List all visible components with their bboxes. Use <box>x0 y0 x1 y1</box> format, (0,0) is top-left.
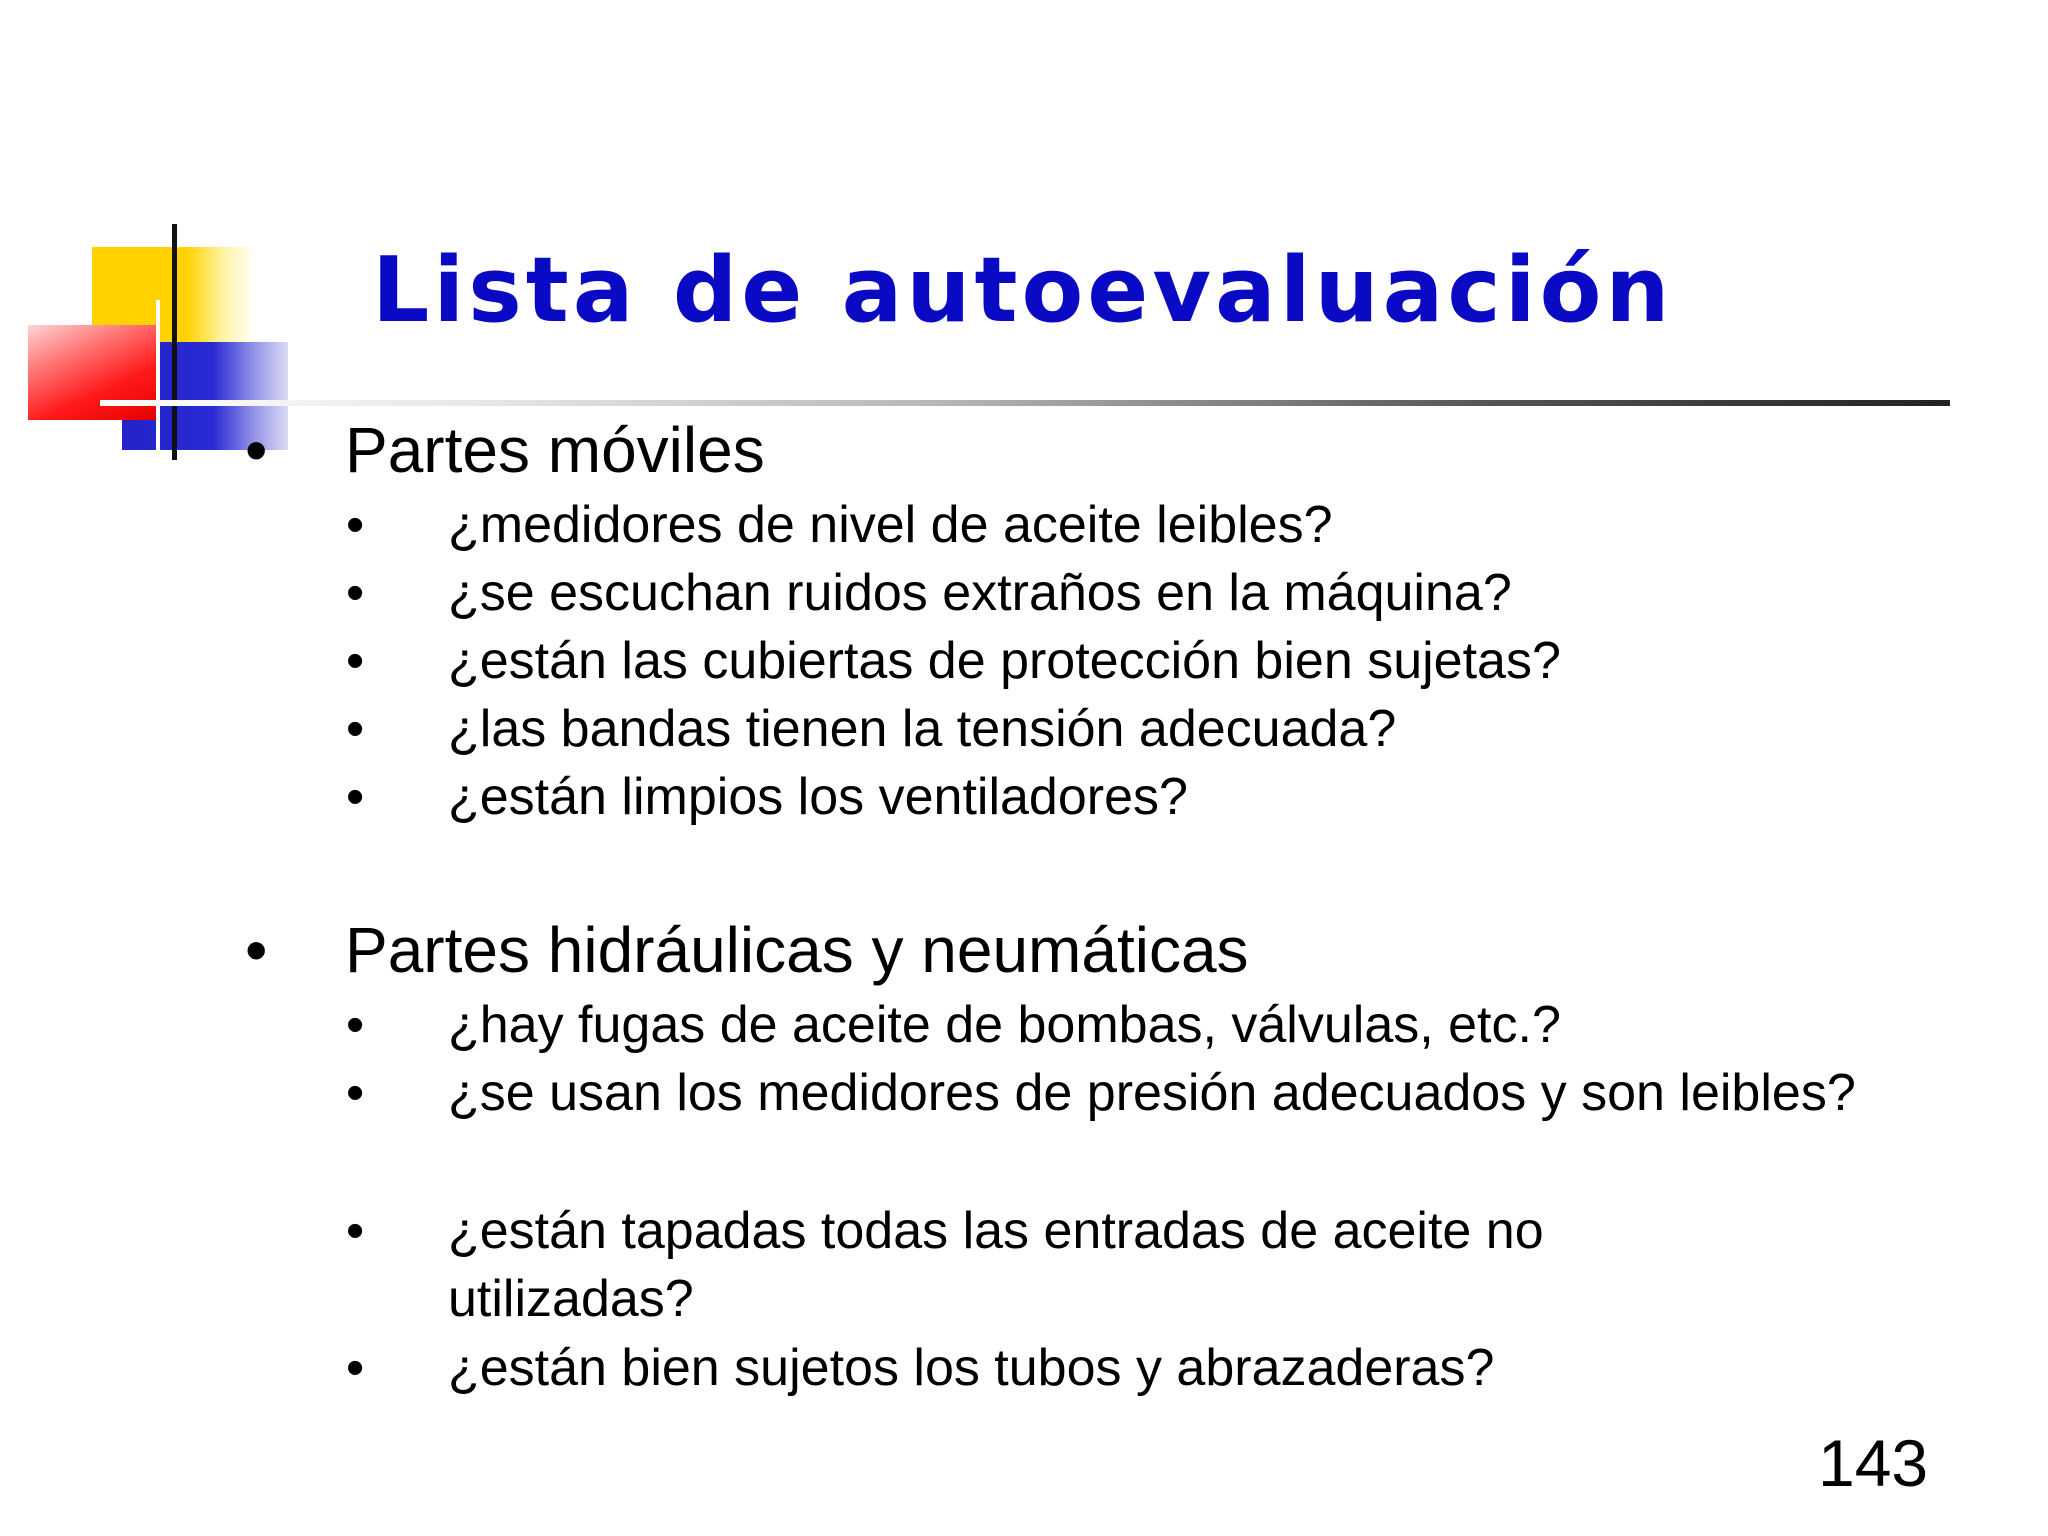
list-item: ¿están las cubiertas de protección bien sujetas? <box>448 632 1561 690</box>
list-item-bullet: • <box>346 564 365 622</box>
section-2-bullet: • <box>245 914 268 986</box>
title-underline-rule <box>100 400 1950 406</box>
list-item-bullet: • <box>346 632 365 690</box>
list-item: ¿están bien sujetos los tubos y abrazaderas? <box>448 1339 1495 1397</box>
list-item: ¿se escuchan ruidos extraños en la máquina? <box>448 564 1512 622</box>
list-item-bullet: • <box>346 768 365 826</box>
list-item: ¿hay fugas de aceite de bombas, válvulas, etc.? <box>448 996 1561 1054</box>
list-item: ¿están limpios los ventiladores? <box>448 768 1188 826</box>
page-number: 143 <box>1818 1426 1929 1500</box>
slide-title: Lista de autoevaluación <box>372 238 1674 343</box>
list-item: ¿las bandas tienen la tensión adecuada? <box>448 700 1397 758</box>
section-2-heading: Partes hidráulicas y neumáticas <box>345 914 1249 986</box>
list-item-bullet: • <box>346 496 365 554</box>
list-item-bullet: • <box>346 996 365 1054</box>
list-item-bullet: • <box>346 700 365 758</box>
list-item-bullet: • <box>346 1202 365 1260</box>
list-item: ¿se usan los medidores de presión adecuados y son leibles? <box>448 1064 1856 1122</box>
section-1-heading: Partes móviles <box>345 414 765 486</box>
list-item: ¿medidores de nivel de aceite leibles? <box>448 496 1333 554</box>
list-item-bullet: • <box>346 1339 365 1397</box>
logo-black-line <box>172 224 177 460</box>
section-1-bullet: • <box>245 414 268 486</box>
list-item-bullet: • <box>346 1064 365 1122</box>
list-item: ¿están tapadas todas las entradas de aceite no utilizadas? <box>448 1202 1544 1328</box>
logo-white-line <box>156 300 160 450</box>
